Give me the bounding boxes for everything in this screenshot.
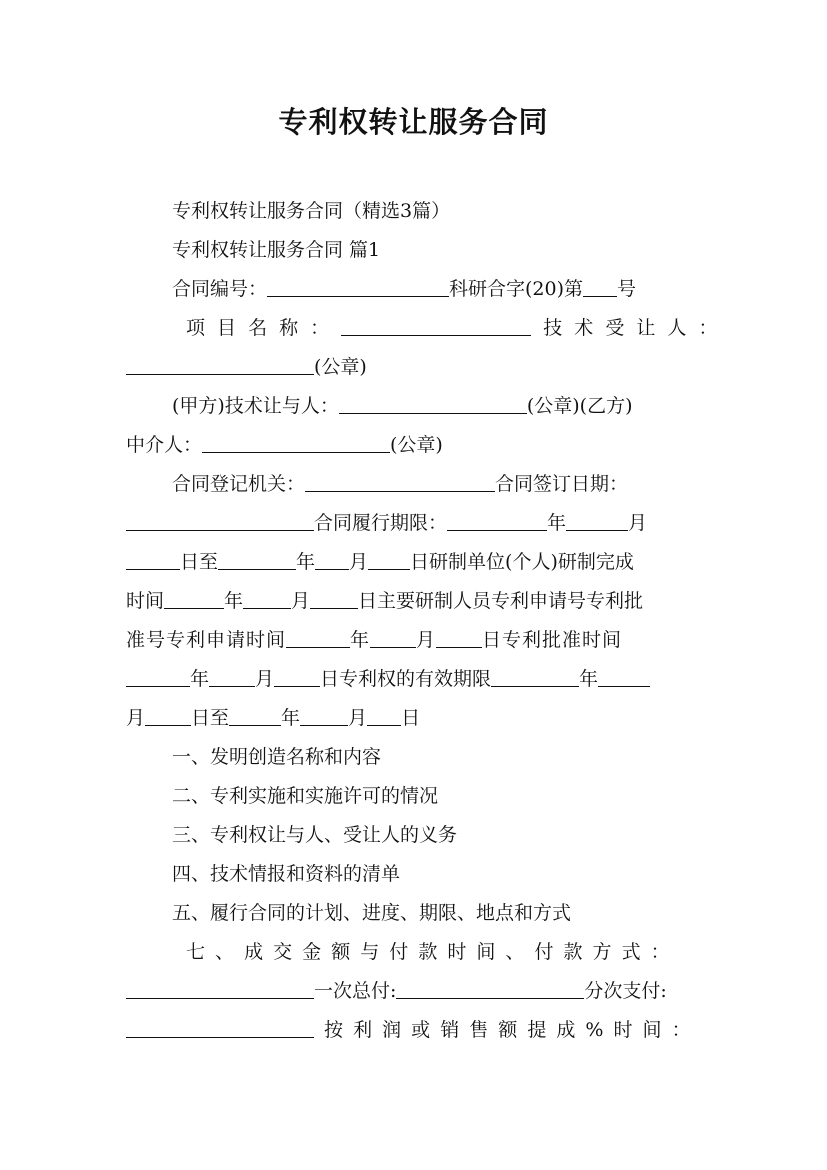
payment-heading: 七 、 成 交 金 额 与 付 款 时 间 、 付 款 方 式 ： (186, 941, 670, 963)
blank-field (300, 707, 348, 726)
payment-method-line: 一次总付: 分次支付: (126, 979, 702, 1003)
blank-field (274, 668, 320, 687)
blank-field (310, 590, 358, 609)
blank-field (341, 317, 531, 336)
valid-period-line: 年 月 日专利权的有效期限 年 (126, 667, 702, 691)
project-name-line: 项 目 名 称 ： 技 术 受 让 人 ： (186, 317, 718, 339)
blank-field (126, 551, 180, 570)
blank-field (209, 668, 255, 687)
blank-field (367, 707, 401, 726)
list-item: 四、技术情报和资料的清单 (172, 863, 401, 885)
blank-field (396, 980, 584, 999)
blank-field (218, 551, 296, 570)
blank-field (126, 668, 190, 687)
document-title: 专利权转让服务合同 (278, 105, 549, 139)
blank-field (267, 278, 449, 297)
blank-field (164, 590, 224, 609)
blank-field (126, 512, 314, 531)
blank-field (598, 668, 650, 687)
transferee-seal-line: (公章) (126, 355, 702, 379)
dev-date-line: 日至 年 月 日研制单位(个人)研制完成 (126, 550, 702, 574)
blank-field (229, 707, 281, 726)
subtitle-line: 专利权转让服务合同（精选3篇） (172, 200, 451, 222)
blank-field (315, 551, 349, 570)
agent-line: 中介人： (公章) (126, 434, 443, 456)
blank-field (126, 356, 314, 375)
blank-field (305, 473, 495, 492)
list-item: 三、专利权让与人、受让人的义务 (172, 824, 458, 846)
list-item: 五、履行合同的计划、进度、期限、地点和方式 (172, 902, 572, 924)
completion-time-line: 时间 年 月 日主要研制人员专利申请号专利批 (126, 590, 644, 612)
royalty-line: 按 利 润 或 销 售 额 提 成 % 时 间 ： (126, 1018, 702, 1042)
application-time-line: 准号专利申请时间 年 月 日专利批准时间 (126, 629, 623, 651)
blank-field (202, 434, 390, 453)
blank-field (368, 551, 410, 570)
list-item: 一、发明创造名称和内容 (172, 746, 382, 768)
blank-field (126, 980, 314, 999)
list-item: 二、专利实施和实施许可的情况 (172, 785, 439, 807)
contract-number-line: 合同编号： 科研合字(20)第 号 (172, 278, 637, 300)
blank-field (370, 629, 416, 648)
blank-field (436, 629, 482, 648)
valid-period-end-line: 月 日至 年 月 日 (126, 707, 421, 729)
blank-field (126, 1019, 314, 1038)
registry-line: 合同登记机关： 合同签订日期： (172, 473, 629, 495)
period-line: 合同履行期限： 年 月 (126, 511, 702, 535)
blank-field (491, 668, 579, 687)
blank-field (566, 512, 628, 531)
blank-field (243, 590, 291, 609)
party-a-line: (甲方)技术让与人： (公章)(乙方) (172, 395, 633, 417)
blank-field (145, 707, 191, 726)
blank-field (339, 395, 527, 414)
blank-field (583, 278, 617, 297)
section-heading: 专利权转让服务合同 篇1 (172, 239, 381, 261)
blank-field (286, 629, 350, 648)
blank-field (447, 512, 547, 531)
